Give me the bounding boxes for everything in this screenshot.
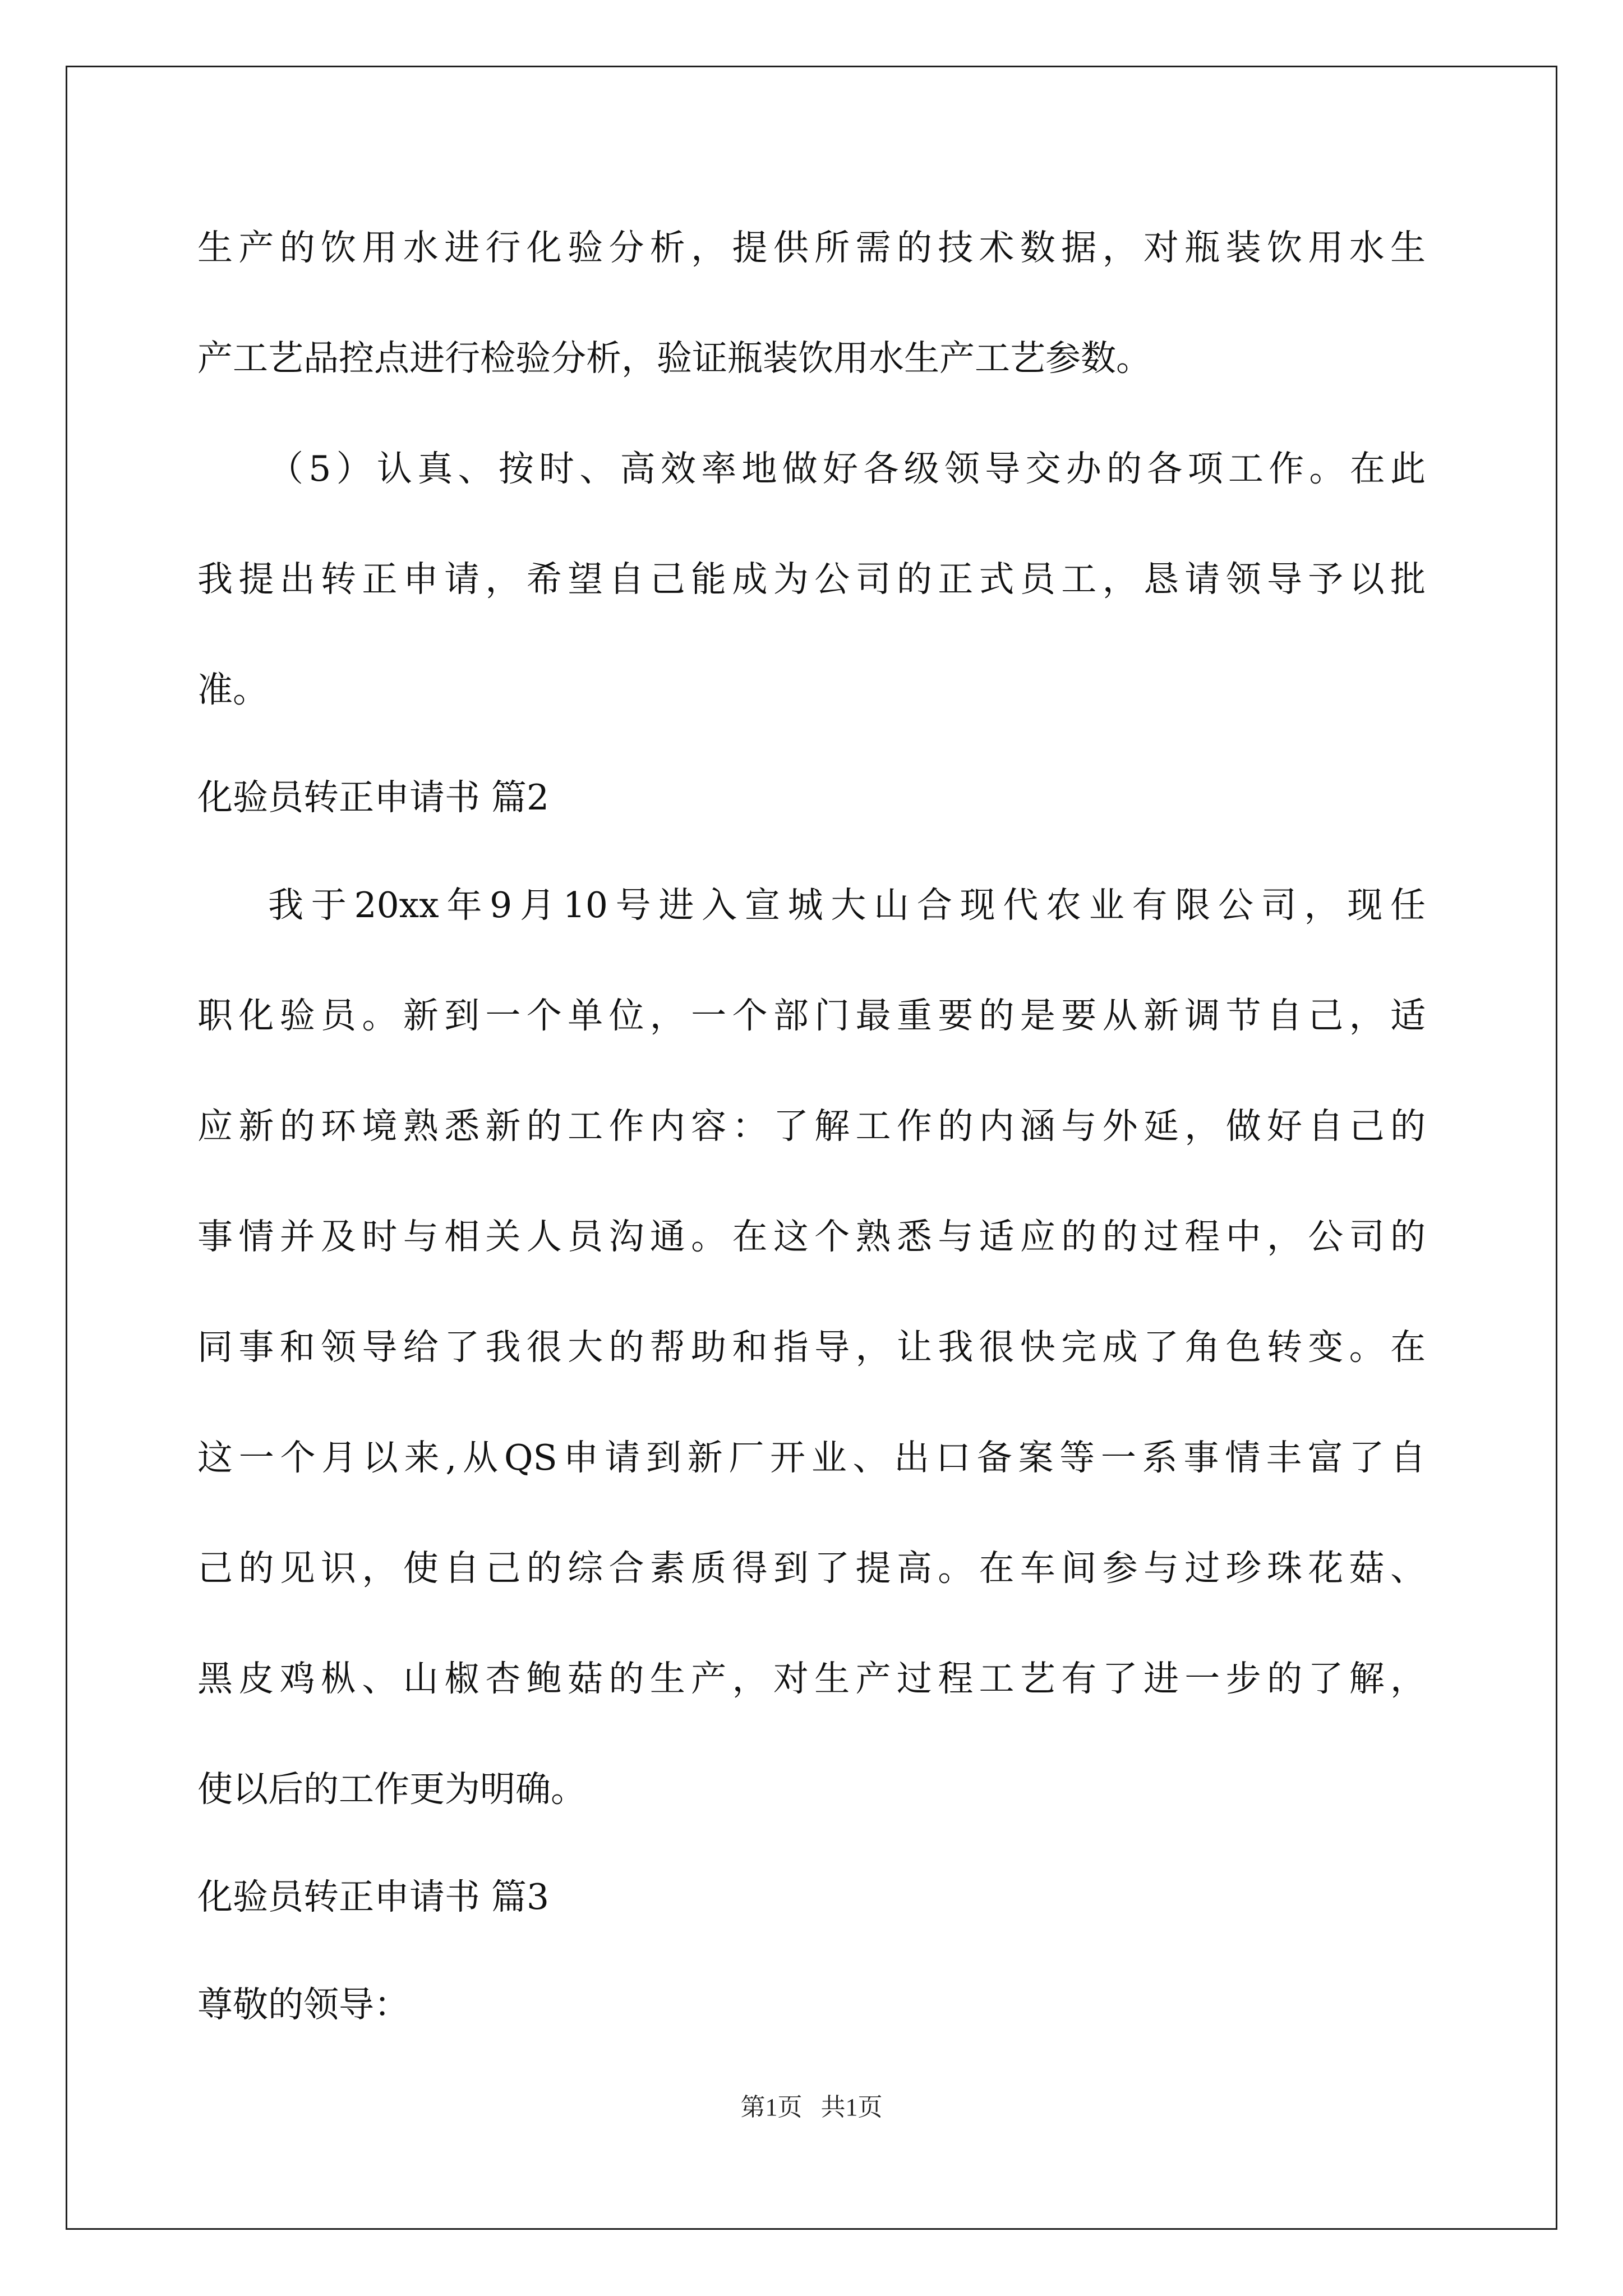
salutation: 尊敬的领导： [197, 1984, 409, 2025]
paragraph-line: 生产的饮用水进行化验分析，提供所需的技术数据，对瓶装饮用水生 [197, 227, 1426, 268]
paragraph-line: （5）认真、按时、高效率地做好各级领导交办的各项工作。在此 [268, 448, 1426, 489]
section-heading: 化验员转正申请书 篇2 [197, 777, 550, 818]
paragraph-line: 事情并及时与相关人员沟通。在这个熟悉与适应的的过程中，公司的 [197, 1216, 1426, 1257]
paragraph-line: 我提出转正申请，希望自己能成为公司的正式员工，恳请领导予以批 [197, 559, 1426, 600]
page-footer: 第1页 共1页 [740, 2093, 883, 2121]
section-heading: 化验员转正申请书 篇3 [197, 1876, 550, 1917]
paragraph-line: 己的见识，使自己的综合素质得到了提高。在车间参与过珍珠花菇、 [197, 1548, 1426, 1589]
paragraph-line: 黑皮鸡枞、山椒杏鲍菇的生产，对生产过程工艺有了进一步的了解， [197, 1658, 1426, 1699]
paragraph-line: 准。 [197, 669, 268, 710]
paragraph-line: 这一个月以来,从QS申请到新厂开业、出口备案等一系事情丰富了自 [197, 1437, 1426, 1478]
paragraph-line: 使以后的工作更为明确。 [197, 1769, 586, 1810]
paragraph-line: 应新的环境熟悉新的工作内容：了解工作的内涵与外延，做好自己的 [197, 1106, 1426, 1147]
paragraph-line: 我于20xx年9月10号进入宣城大山合现代农业有限公司，现任 [268, 885, 1426, 926]
paragraph-line: 职化验员。新到一个单位，一个部门最重要的是要从新调节自己，适 [197, 995, 1426, 1036]
paragraph-line: 同事和领导给了我很大的帮助和指导，让我很快完成了角色转变。在 [197, 1327, 1426, 1368]
paragraph-line: 产工艺品控点进行检验分析，验证瓶装饮用水生产工艺参数。 [197, 338, 1151, 379]
